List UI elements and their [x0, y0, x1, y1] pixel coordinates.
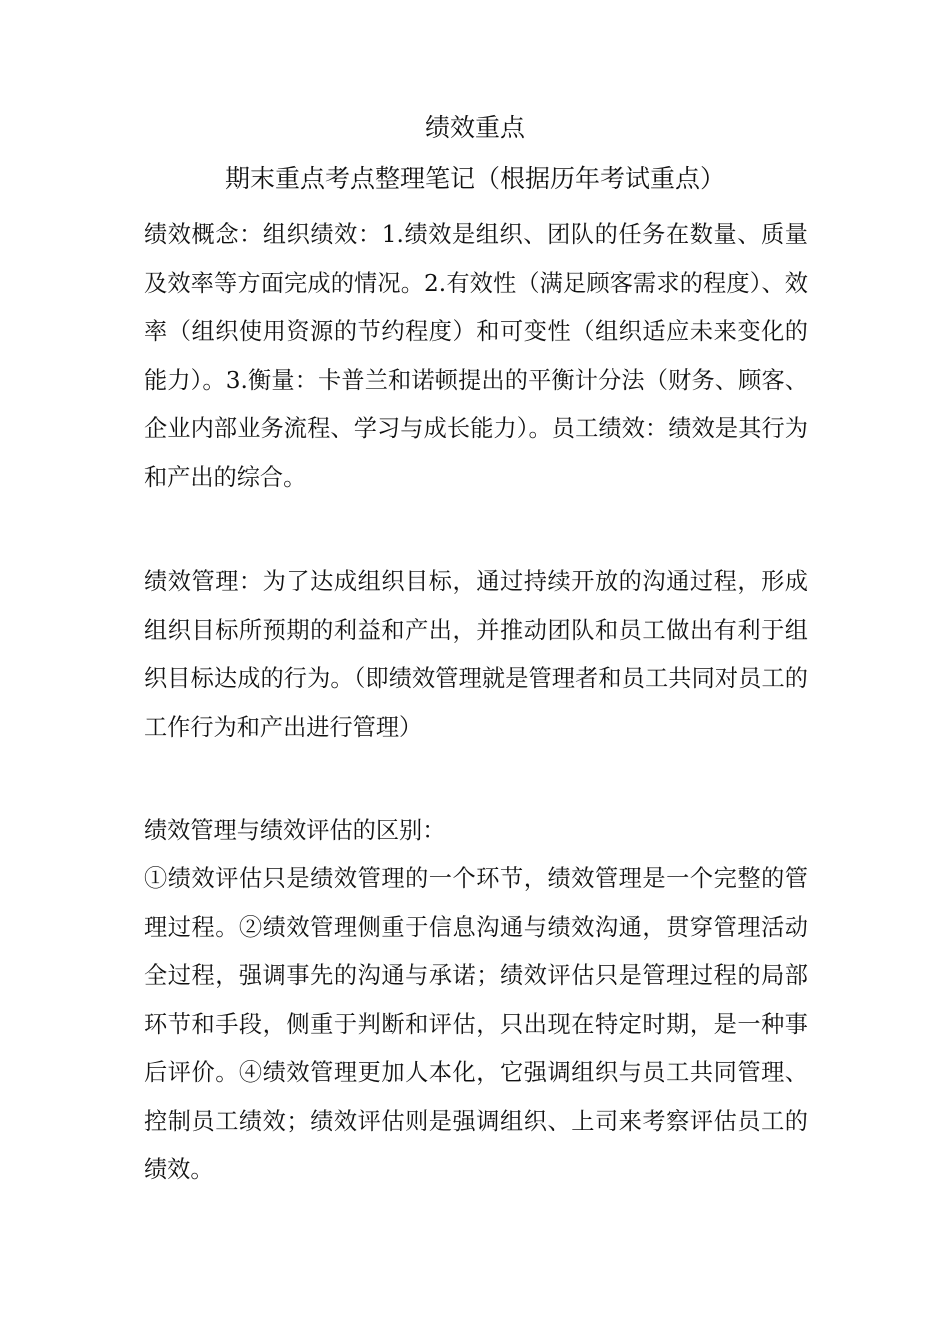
paragraph-difference-body: ①绩效评估只是绩效管理的一个环节，绩效管理是一个完整的管理过程。②绩效管理侧重于信息沟通与绩效沟通，贯穿管理活动全过程，强调事先的沟通与承诺；绩效评估只是管理过程的局部环节和手段，侧重于判断和评估，只出现在特定时期，是一种事后评价。④绩效管理更加人本化，它强调组织与员工共同管理、控制员工绩效；绩效评估则是强调组织、上司来考察评估员工的绩效。	[144, 865, 808, 1183]
paragraph-performance-concept: 绩效概念：组织绩效：1.绩效是组织、团队的任务在数量、质量及效率等方面完成的情况。2.有效性（满足顾客需求的程度）、效率（组织使用资源的节约程度）和可变性（组织适应未来变化的能力）。3.衡量：卡普兰和诺顿提出的平衡计分法（财务、顾客、企业内部业务流程、学习与成长能力）。员工绩效：绩效是其行为和产出的综合。	[144, 221, 808, 491]
paragraph-difference-heading: 绩效管理与绩效评估的区别：	[144, 817, 446, 844]
document-subtitle: 期末重点考点整理笔记（根据历年考试重点）	[224, 164, 725, 193]
paragraph-performance-management: 绩效管理：为了达成组织目标，通过持续开放的沟通过程，形成组织目标所预期的利益和产出，并推动团队和员工做出有利于组织目标达成的行为。（即绩效管理就是管理者和员工共同对员工的工作行为和产出进行管理）	[144, 568, 808, 741]
document-title: 绩效重点	[424, 113, 525, 142]
